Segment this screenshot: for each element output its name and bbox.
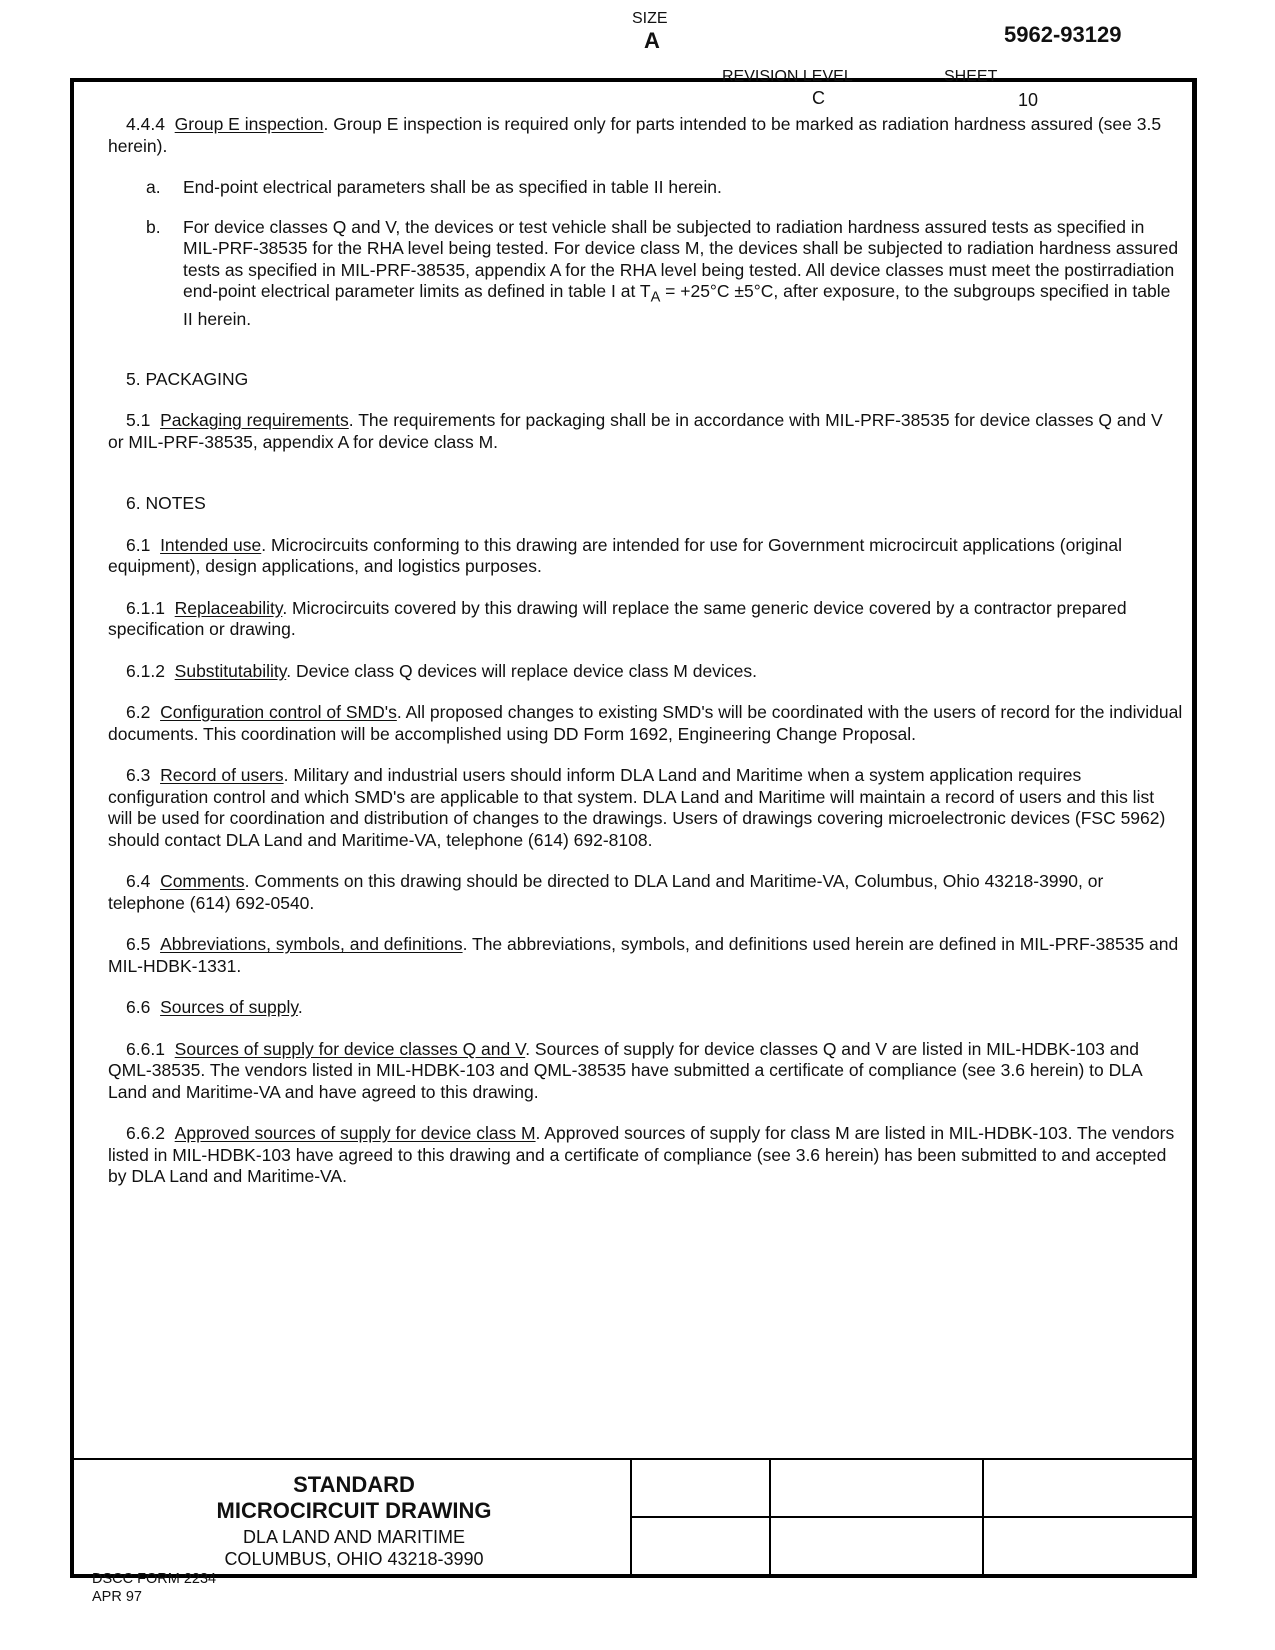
para-6-3 bbox=[108, 765, 1183, 851]
para-6-2 bbox=[108, 702, 1183, 745]
para-title: Sources of supply for device classes Q and V bbox=[174, 1038, 526, 1059]
para-number: 6.3 bbox=[126, 765, 151, 785]
para-title: Substitutability bbox=[174, 660, 287, 681]
para-text: . Microcircuits conforming to this drawing are intended for use for Government microcircuit applications (original equipment), design applications, and logistics purposes. bbox=[108, 534, 1123, 576]
title-block bbox=[74, 1458, 1193, 1576]
agency-address: COLUMBUS, OHIO 43218-3990 bbox=[224, 1549, 484, 1569]
para-6-6 bbox=[108, 997, 1183, 1019]
para-number: 6.1.2 bbox=[126, 660, 165, 681]
para-text: . The requirements for packaging shall be in accordance with MIL-PRF-38535 for device classes Q and V or MIL-PRF-38535, appendix A for device class M. bbox=[108, 410, 1163, 452]
para-text: . All proposed changes to existing SMD's will be coordinated with the users of record for the individual documents. This coordination will be accomplished using DD Form 1692, Engineering Change Proposal. bbox=[108, 702, 1183, 744]
form-number: DSCC FORM 2234 bbox=[92, 1571, 217, 1587]
list-label: a. bbox=[146, 177, 161, 197]
agency-name: DLA LAND AND MARITIME bbox=[242, 1527, 466, 1547]
size-value: A bbox=[644, 28, 660, 53]
para-title: Record of users bbox=[160, 765, 284, 785]
form-date: APR 97 bbox=[92, 1589, 142, 1605]
para-title: Intended use bbox=[160, 534, 262, 555]
para-number: 4.4.4 bbox=[126, 114, 165, 134]
para-number: 6.4 bbox=[126, 871, 151, 891]
title-block-heading bbox=[74, 1460, 634, 1576]
para-title: Configuration control of SMD's bbox=[160, 702, 397, 722]
para-number: 5.1 bbox=[126, 410, 151, 430]
para-4-4-4 bbox=[108, 114, 1183, 157]
list-text-part: = +25°C ±5°C, after exposure, to the subgroups specified in table II herein. bbox=[183, 281, 1171, 329]
para-title: Packaging requirements bbox=[160, 410, 349, 430]
revision-value: C bbox=[812, 88, 825, 108]
para-title: Abbreviations, symbols, and definitions bbox=[160, 934, 463, 954]
para-text: . Device class Q devices will replace device class M devices. bbox=[286, 660, 757, 681]
para-text: . Group E inspection is required only for parts intended to be marked as radiation hardness assured (see 3.5 herein). bbox=[108, 114, 1162, 156]
standard-title: STANDARD bbox=[293, 1472, 415, 1497]
para-text: . Sources of supply for device classes Q and V are listed in MIL-HDBK-103 and QML-38535. The vendors listed in MIL-HDBK-103 and QML-38535 have submitted a certificate of compliance (see 3.6 herein) to DLA Land and Maritime-VA and have agreed to this drawing. bbox=[108, 1038, 1142, 1102]
para-6-5 bbox=[108, 934, 1183, 977]
list-label: b. bbox=[146, 216, 161, 237]
para-number: 6.1 bbox=[126, 534, 151, 555]
para-6-4 bbox=[108, 871, 1183, 914]
para-title: Replaceability bbox=[174, 597, 283, 618]
para-text: . Microcircuits covered by this drawing will replace the same generic device covered by a contractor prepared specification or drawing. bbox=[108, 597, 1127, 639]
para-6-6-1 bbox=[108, 1039, 1183, 1104]
para-text: . The abbreviations, symbols, and definitions used herein are defined in MIL-PRF-38535 and MIL-HDBK-1331. bbox=[108, 934, 1179, 976]
list-text: End-point electrical parameters shall be as specified in table II herein. bbox=[183, 177, 722, 197]
para-6-1-2 bbox=[108, 661, 1183, 683]
para-text: . bbox=[297, 997, 303, 1017]
size-label: SIZE bbox=[632, 10, 668, 27]
section-heading-packaging: 5. PACKAGING bbox=[126, 368, 249, 389]
para-number: 6.5 bbox=[126, 934, 151, 954]
para-title: Group E inspection bbox=[174, 114, 324, 134]
drawing-number: 5962-93129 bbox=[1004, 22, 1122, 47]
para-text: . Approved sources of supply for class M are listed in MIL-HDBK-103. The vendors listed in MIL-HDBK-103 have agreed to this drawing and a certificate of compliance (see 3.6 herein) has been submitted to and accepted by DLA Land and Maritime-VA. bbox=[108, 1123, 1175, 1186]
para-number: 6.2 bbox=[126, 702, 151, 722]
para-4-4-4-b bbox=[108, 217, 1183, 331]
para-number: 6.6.2 bbox=[126, 1123, 165, 1143]
sheet-value: 10 bbox=[1018, 90, 1039, 110]
para-title: Comments bbox=[160, 871, 245, 891]
list-text bbox=[183, 217, 1183, 331]
para-title: Approved sources of supply for device class M bbox=[174, 1123, 536, 1143]
document-body bbox=[108, 114, 1183, 1208]
para-text: . Military and industrial users should inform DLA Land and Maritime when a system application requires configuration control and which SMD's are applicable to that system. DLA Land and Maritime will maintain a record of users and this list will be used for coordination and distribution of changes to the drawings. Users of drawings covering microelectronic devices (FSC 5962) should contact DLA Land and Maritime-VA, telephone (614) 692-8108. bbox=[108, 765, 1166, 850]
para-number: 6.6 bbox=[126, 997, 151, 1017]
para-5-1 bbox=[108, 410, 1183, 453]
revision-label: REVISION LEVEL bbox=[722, 68, 853, 85]
para-4-4-4-a bbox=[108, 177, 1183, 199]
para-6-6-2 bbox=[108, 1123, 1183, 1188]
para-6-1-1 bbox=[108, 598, 1183, 641]
subscript: A bbox=[650, 289, 661, 306]
sheet-label: SHEET bbox=[944, 68, 998, 85]
para-6-1 bbox=[108, 535, 1183, 578]
para-title: Sources of supply bbox=[160, 997, 298, 1017]
section-heading-notes: 6. NOTES bbox=[126, 493, 206, 513]
para-number: 6.1.1 bbox=[126, 597, 165, 618]
drawing-type-title: MICROCIRCUIT DRAWING bbox=[216, 1498, 492, 1523]
para-text: . Comments on this drawing should be directed to DLA Land and Maritime-VA, Columbus, Ohio 43218-3990, or telephone (614) 692-0540. bbox=[108, 871, 1104, 913]
form-id bbox=[92, 1570, 216, 1606]
list-text-part: For device classes Q and V, the devices or test vehicle shall be subjected to radiation hardness assured tests as specified in MIL-PRF-38535 for the RHA level being tested. For device class M, the devices shall be subjected to radiation hardness assured tests as specified in MIL-PRF-38535, appendix A for the RHA level being tested. All device classes must meet the postirradiation end-point electrical parameter limits as defined in table I at T bbox=[183, 216, 1179, 301]
para-number: 6.6.1 bbox=[126, 1038, 165, 1059]
